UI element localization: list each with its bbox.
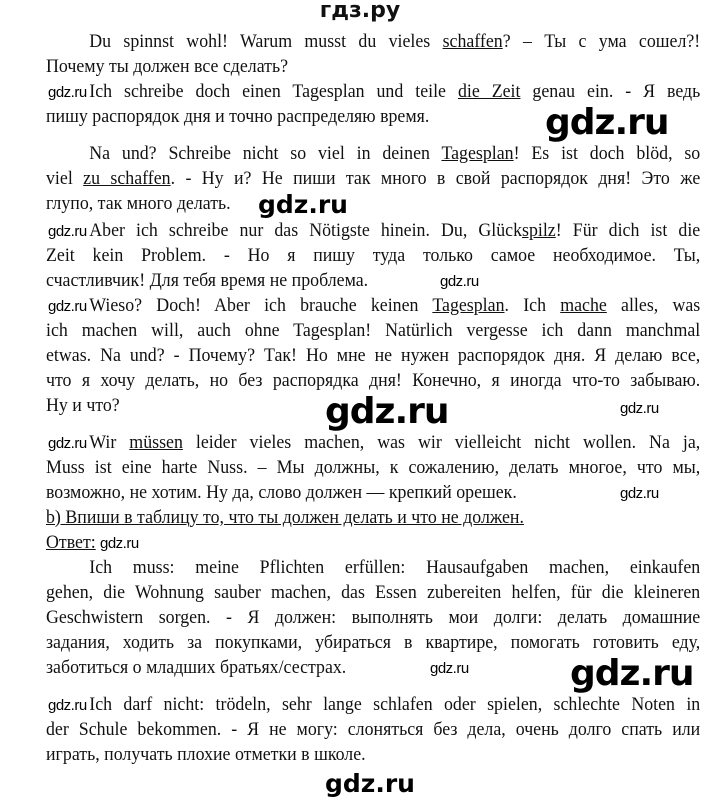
watermark-small: gdz.ru: [620, 400, 659, 417]
text-line: [46, 167, 700, 191]
text-line: [46, 219, 700, 243]
text-line: [46, 581, 700, 605]
text-line: [46, 606, 700, 630]
underlined-text: Tagesplan: [432, 295, 505, 316]
text-segment: viel: [46, 168, 84, 189]
watermark-small: gdz.ru: [48, 435, 87, 452]
watermark-small: gdz.ru: [48, 223, 87, 240]
watermark-small: gdz.ru: [48, 697, 87, 714]
text-line: [46, 30, 700, 54]
text-line: [46, 693, 700, 717]
text-line: [46, 456, 700, 480]
underlined-text: b) Впиши в таблицу то, что ты должен делать и что не должен.: [46, 507, 524, 528]
text-segment: Почему ты должен все сделать?: [46, 56, 289, 77]
watermark-small: gdz.ru: [48, 298, 87, 315]
text-line: [46, 294, 700, 318]
text-line: [46, 319, 700, 343]
underlined-text: zu schaffen: [83, 168, 171, 189]
text-segment: играть, получать плохие отметки в школе.: [46, 744, 366, 765]
text-segment: Ich schreibe doch einen Tagesplan und teile: [89, 81, 458, 102]
text-segment: . Ich: [504, 295, 561, 316]
text-segment: возможно, не хотим. Ну да, слово должен — крепкий орешек.: [46, 482, 517, 503]
underlined-text: Ответ:: [46, 532, 96, 553]
text-segment: Ich darf nicht: trödeln, sehr lange schlafen oder spielen, schlechte Noten in: [89, 694, 701, 715]
text-segment: ! Für dich ist die: [555, 220, 701, 241]
watermark: gdz.ru: [570, 653, 694, 694]
text-segment: gehen, die Wohnung sauber machen, das Essen zubereiten helfen, für die kleineren: [46, 582, 701, 603]
text-line: [46, 531, 700, 555]
text-segment: Aber ich schreibe nur das Nötigste hinein. Du, Glück: [89, 220, 523, 241]
text-segment: der Schule bekommen. - Я не могу: слоняться без дела, очень долго спать или: [46, 719, 701, 740]
text-segment: Ну и что?: [46, 395, 120, 416]
watermark-small: gdz.ru: [430, 660, 469, 677]
text-segment: Wir: [89, 432, 130, 453]
underlined-text: schaffen: [442, 31, 503, 52]
text-line: [46, 431, 700, 455]
watermark: gdz.ru: [545, 102, 669, 143]
text-line: [46, 55, 700, 79]
text-segment: счастливчик! Для тебя время не проблема.: [46, 270, 369, 291]
text-segment: leider vieles machen, was wir vielleicht nicht wollen. Na ja,: [182, 432, 701, 453]
text-segment: genau ein. - Я ведь: [520, 81, 701, 102]
text-segment: . - Ну и? Не пиши так много в свой распорядок дня! Это же: [170, 168, 701, 189]
site-header-watermark: гдз.ру: [319, 0, 401, 23]
text-line: [46, 190, 700, 219]
text-segment: что я хочу делать, но без распорядка дня! Конечно, я иногда что-то забываю.: [46, 370, 701, 391]
text-segment: Na und? Schreibe nicht so viel in deinen: [89, 143, 442, 164]
text-segment: Muss ist eine harte Nuss. – Мы должны, к сожалению, делать многое, что мы,: [46, 457, 701, 478]
text-line: [46, 344, 700, 368]
text-line: [46, 369, 700, 393]
text-segment: пишу распорядок дня и точно распределяю время.: [46, 106, 430, 127]
text-segment: глупо, так много делать.: [46, 193, 231, 214]
text-segment: ? – Ты с ума сошел?!: [502, 31, 701, 52]
text-segment: Du spinnst wohl! Warum musst du vieles: [89, 31, 443, 52]
text-line: [46, 718, 700, 742]
watermark-small: gdz.ru: [440, 273, 479, 290]
text-segment: задания, ходить за покупками, убираться в квартире, помогать готовить еду,: [46, 632, 701, 653]
text-segment: Geschwistern sorgen. - Я должен: выполнять мои долги: делать домашние: [46, 607, 701, 628]
text-line: [46, 556, 700, 580]
text-line: [46, 506, 700, 530]
text-line: [46, 142, 700, 166]
text-segment: Ich muss: meine Pflichten erfüllen: Hausaufgaben machen, einkaufen: [89, 557, 701, 578]
underlined-text: die Zeit: [457, 81, 521, 102]
watermark-small: gdz.ru: [100, 535, 139, 552]
text-segment: заботиться о младших братьях/сестрах.: [46, 657, 347, 678]
text-segment: alles, was: [606, 295, 701, 316]
watermark-small: gdz.ru: [620, 485, 659, 502]
underlined-text: spilz: [522, 220, 556, 241]
text-segment: Wieso? Doch! Aber ich brauche keinen: [89, 295, 433, 316]
text-line: [46, 631, 700, 655]
text-segment: ich machen will, auch ohne Tagesplan! Natürlich vergesse ich dann manchmal: [46, 320, 701, 341]
text-line: [46, 743, 700, 767]
watermark-small: gdz.ru: [48, 84, 87, 101]
text-segment: Zeit kein Problem. - Но я пишу туда только самое необходимое. Ты,: [46, 245, 701, 266]
text-line: [46, 80, 700, 104]
text-line: [46, 269, 700, 293]
underlined-text: Tagesplan: [441, 143, 514, 164]
text-line: [46, 244, 700, 268]
underlined-text: müssen: [129, 432, 183, 453]
watermark: gdz.ru: [325, 769, 415, 798]
text-line: [46, 481, 700, 505]
watermark: gdz.ru: [325, 391, 449, 432]
watermark: gdz.ru: [258, 190, 348, 219]
text-segment: ! Es ist doch blöd, so: [513, 143, 701, 164]
text-segment: etwas. Na und? - Почему? Так! Но мне не нужен распорядок дня. Я делаю все,: [46, 345, 701, 366]
underlined-text: mache: [560, 295, 607, 316]
